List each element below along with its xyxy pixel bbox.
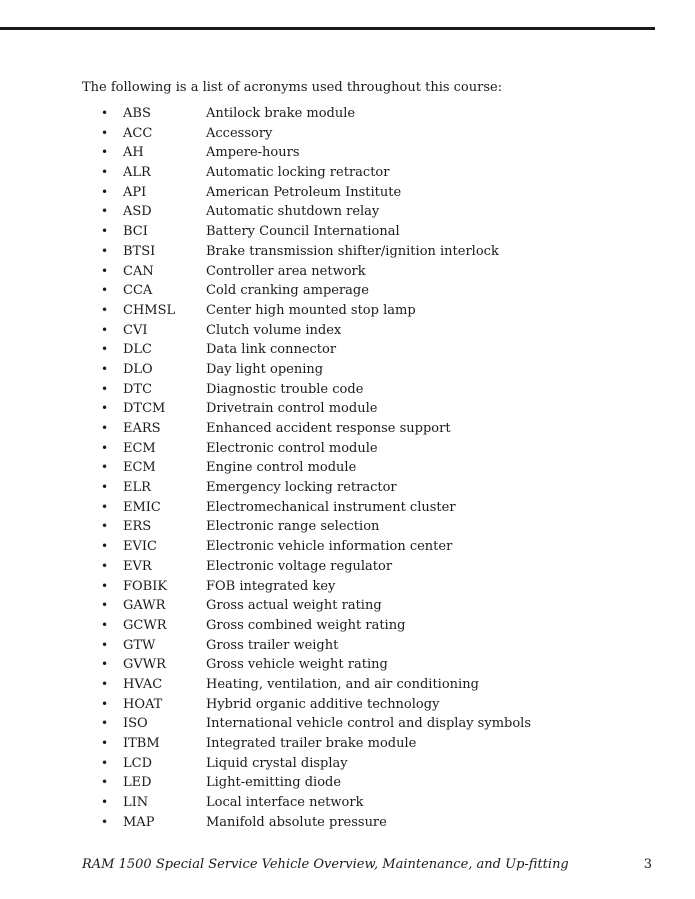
acronym-meaning: Electronic range selection — [206, 519, 380, 535]
acronym-meaning: Gross actual weight rating — [206, 598, 382, 614]
acronym-meaning: Ampere-hours — [206, 145, 300, 161]
acronym-row — [0, 399, 695, 419]
acronym-abbreviation: DTCM — [123, 401, 166, 417]
acronym-meaning: Center high mounted stop lamp — [206, 302, 416, 318]
acronym-meaning: Electronic control module — [206, 440, 378, 456]
bullet-icon: • — [101, 460, 109, 475]
acronym-abbreviation: ERS — [123, 519, 152, 535]
acronym-meaning: Emergency locking retractor — [206, 480, 397, 496]
acronym-abbreviation: LCD — [123, 755, 153, 771]
acronym-abbreviation: CHMSL — [123, 302, 176, 318]
bullet-icon: • — [101, 696, 109, 711]
acronym-meaning: Electromechanical instrument cluster — [206, 499, 456, 515]
bullet-icon: • — [101, 401, 109, 416]
acronym-abbreviation: ABS — [123, 106, 151, 121]
acronym-abbreviation: GAWR — [123, 598, 166, 614]
bullet-icon: • — [101, 283, 109, 298]
bullet-icon: • — [101, 676, 109, 691]
acronym-row — [0, 537, 695, 557]
acronym-row — [0, 143, 695, 163]
bullet-icon: • — [101, 342, 109, 357]
acronym-row — [0, 321, 695, 341]
acronym-row — [0, 813, 695, 833]
acronym-abbreviation: CVI — [123, 322, 148, 338]
acronym-abbreviation: DLC — [123, 342, 153, 358]
header-rule — [0, 27, 655, 30]
acronym-meaning: Clutch volume index — [206, 322, 342, 338]
acronym-meaning: Diagnostic trouble code — [206, 381, 364, 397]
acronym-meaning: Light-emitting diode — [206, 775, 342, 791]
acronym-row — [0, 754, 695, 774]
acronym-abbreviation: ISO — [123, 716, 148, 732]
bullet-icon: • — [101, 440, 109, 455]
acronym-abbreviation: EVIC — [123, 539, 157, 555]
acronym-row — [0, 439, 695, 459]
bullet-icon: • — [101, 224, 109, 239]
bullet-icon: • — [101, 499, 109, 514]
bullet-icon: • — [101, 204, 109, 219]
acronym-meaning: Drivetrain control module — [206, 401, 378, 417]
acronym-row — [0, 734, 695, 754]
intro-text: The following is a list of acronyms used throughout this course: — [82, 80, 503, 95]
acronym-abbreviation: ECM — [123, 460, 156, 476]
acronym-row — [0, 478, 695, 498]
bullet-icon: • — [101, 145, 109, 160]
acronym-row — [0, 616, 695, 636]
bullet-icon: • — [101, 361, 109, 376]
acronym-abbreviation: CCA — [123, 283, 153, 299]
acronym-row — [0, 262, 695, 282]
bullet-icon: • — [101, 716, 109, 731]
acronym-abbreviation: LED — [123, 775, 152, 791]
acronym-abbreviation: FOBIK — [123, 578, 168, 594]
bullet-icon: • — [101, 598, 109, 613]
acronym-abbreviation: GCWR — [123, 617, 167, 633]
acronym-meaning: Controller area network — [206, 263, 366, 279]
acronym-meaning: Automatic shutdown relay — [206, 204, 380, 220]
acronym-meaning: Antilock brake module — [206, 106, 356, 121]
bullet-icon: • — [101, 578, 109, 593]
bullet-icon: • — [101, 165, 109, 180]
acronym-abbreviation: DLO — [123, 361, 153, 377]
acronym-row — [0, 773, 695, 793]
acronym-meaning: Gross vehicle weight rating — [206, 657, 388, 673]
bullet-icon: • — [101, 637, 109, 652]
bullet-icon: • — [101, 302, 109, 317]
bullet-icon: • — [101, 480, 109, 495]
acronym-abbreviation: DTC — [123, 381, 153, 397]
acronym-row — [0, 636, 695, 656]
acronym-meaning: Electronic voltage regulator — [206, 558, 393, 574]
acronym-row — [0, 793, 695, 813]
acronym-meaning: Manifold absolute pressure — [206, 814, 387, 830]
acronym-meaning: International vehicle control and display symbols — [206, 716, 532, 732]
acronym-row — [0, 577, 695, 597]
acronym-meaning: Cold cranking amperage — [206, 283, 369, 299]
acronym-meaning: FOB integrated key — [206, 578, 336, 594]
acronym-meaning: Enhanced accident response support — [206, 421, 451, 436]
acronym-row — [0, 163, 695, 183]
acronym-abbreviation: CAN — [123, 263, 154, 279]
acronym-list — [0, 104, 695, 832]
acronym-meaning: Engine control module — [206, 460, 357, 476]
acronym-meaning: Hybrid organic additive technology — [206, 696, 440, 712]
acronym-row — [0, 458, 695, 478]
acronym-meaning: Integrated trailer brake module — [206, 736, 417, 751]
acronym-abbreviation: ECM — [123, 440, 156, 456]
bullet-icon: • — [101, 617, 109, 632]
acronym-row — [0, 183, 695, 203]
bullet-icon: • — [101, 755, 109, 770]
acronym-meaning: Local interface network — [206, 795, 364, 811]
bullet-icon: • — [101, 125, 109, 140]
acronym-abbreviation: BTSI — [123, 243, 156, 259]
acronym-row — [0, 242, 695, 262]
acronym-meaning: Liquid crystal display — [206, 755, 348, 771]
acronym-row — [0, 222, 695, 242]
bullet-icon: • — [101, 558, 109, 573]
acronym-meaning: Brake transmission shifter/ignition interlock — [206, 243, 499, 259]
acronym-meaning: Battery Council International — [206, 224, 400, 240]
footer-title: RAM 1500 Special Service Vehicle Overview, Maintenance, and Up-fitting — [82, 857, 569, 872]
acronym-row — [0, 714, 695, 734]
acronym-meaning: Gross combined weight rating — [206, 617, 406, 633]
acronym-row — [0, 596, 695, 616]
acronym-abbreviation: ITBM — [123, 736, 160, 751]
bullet-icon: • — [101, 814, 109, 829]
acronym-meaning: Heating, ventilation, and air conditioning — [206, 676, 479, 692]
acronym-abbreviation: HVAC — [123, 676, 163, 692]
bullet-icon: • — [101, 421, 109, 435]
acronym-row — [0, 104, 695, 124]
acronym-meaning: American Petroleum Institute — [206, 184, 402, 200]
acronym-row — [0, 301, 695, 321]
bullet-icon: • — [101, 184, 109, 199]
page-number: 3 — [643, 857, 652, 872]
acronym-row — [0, 498, 695, 518]
acronym-abbreviation: ACC — [123, 125, 153, 141]
acronym-abbreviation: BCI — [123, 224, 148, 240]
bullet-icon: • — [101, 539, 109, 554]
acronym-abbreviation: EARS — [123, 421, 161, 436]
acronym-row — [0, 281, 695, 301]
bullet-icon: • — [101, 381, 109, 396]
acronym-row — [0, 202, 695, 222]
acronym-row — [0, 695, 695, 715]
acronym-abbreviation: HOAT — [123, 696, 163, 712]
acronym-abbreviation: MAP — [123, 814, 155, 830]
acronym-abbreviation: EVR — [123, 558, 152, 574]
bullet-icon: • — [101, 106, 109, 120]
bullet-icon: • — [101, 736, 109, 750]
acronym-row — [0, 517, 695, 537]
acronym-row — [0, 360, 695, 380]
bullet-icon: • — [101, 657, 109, 672]
acronym-row — [0, 340, 695, 360]
acronym-abbreviation: ASD — [123, 204, 152, 220]
acronym-meaning: Accessory — [206, 125, 273, 141]
acronym-abbreviation: AH — [123, 145, 144, 161]
acronym-row — [0, 124, 695, 144]
acronym-row — [0, 419, 695, 439]
acronym-meaning: Gross trailer weight — [206, 637, 339, 653]
acronym-meaning: Day light opening — [206, 361, 324, 377]
acronym-abbreviation: GVWR — [123, 657, 166, 673]
acronym-abbreviation: ALR — [123, 165, 151, 181]
acronym-row — [0, 675, 695, 695]
acronym-meaning: Electronic vehicle information center — [206, 539, 453, 555]
bullet-icon: • — [101, 775, 109, 790]
acronym-row — [0, 655, 695, 675]
acronym-abbreviation: GTW — [123, 637, 156, 653]
acronym-abbreviation: EMIC — [123, 499, 161, 515]
acronym-row — [0, 557, 695, 577]
acronym-row — [0, 380, 695, 400]
bullet-icon: • — [101, 263, 109, 278]
bullet-icon: • — [101, 519, 109, 534]
acronym-abbreviation: LIN — [123, 795, 149, 811]
acronym-abbreviation: ELR — [123, 480, 151, 496]
bullet-icon: • — [101, 322, 109, 337]
bullet-icon: • — [101, 243, 109, 258]
acronym-meaning: Data link connector — [206, 342, 337, 358]
acronym-abbreviation: API — [123, 184, 147, 200]
acronym-meaning: Automatic locking retractor — [206, 165, 390, 181]
bullet-icon: • — [101, 795, 109, 810]
